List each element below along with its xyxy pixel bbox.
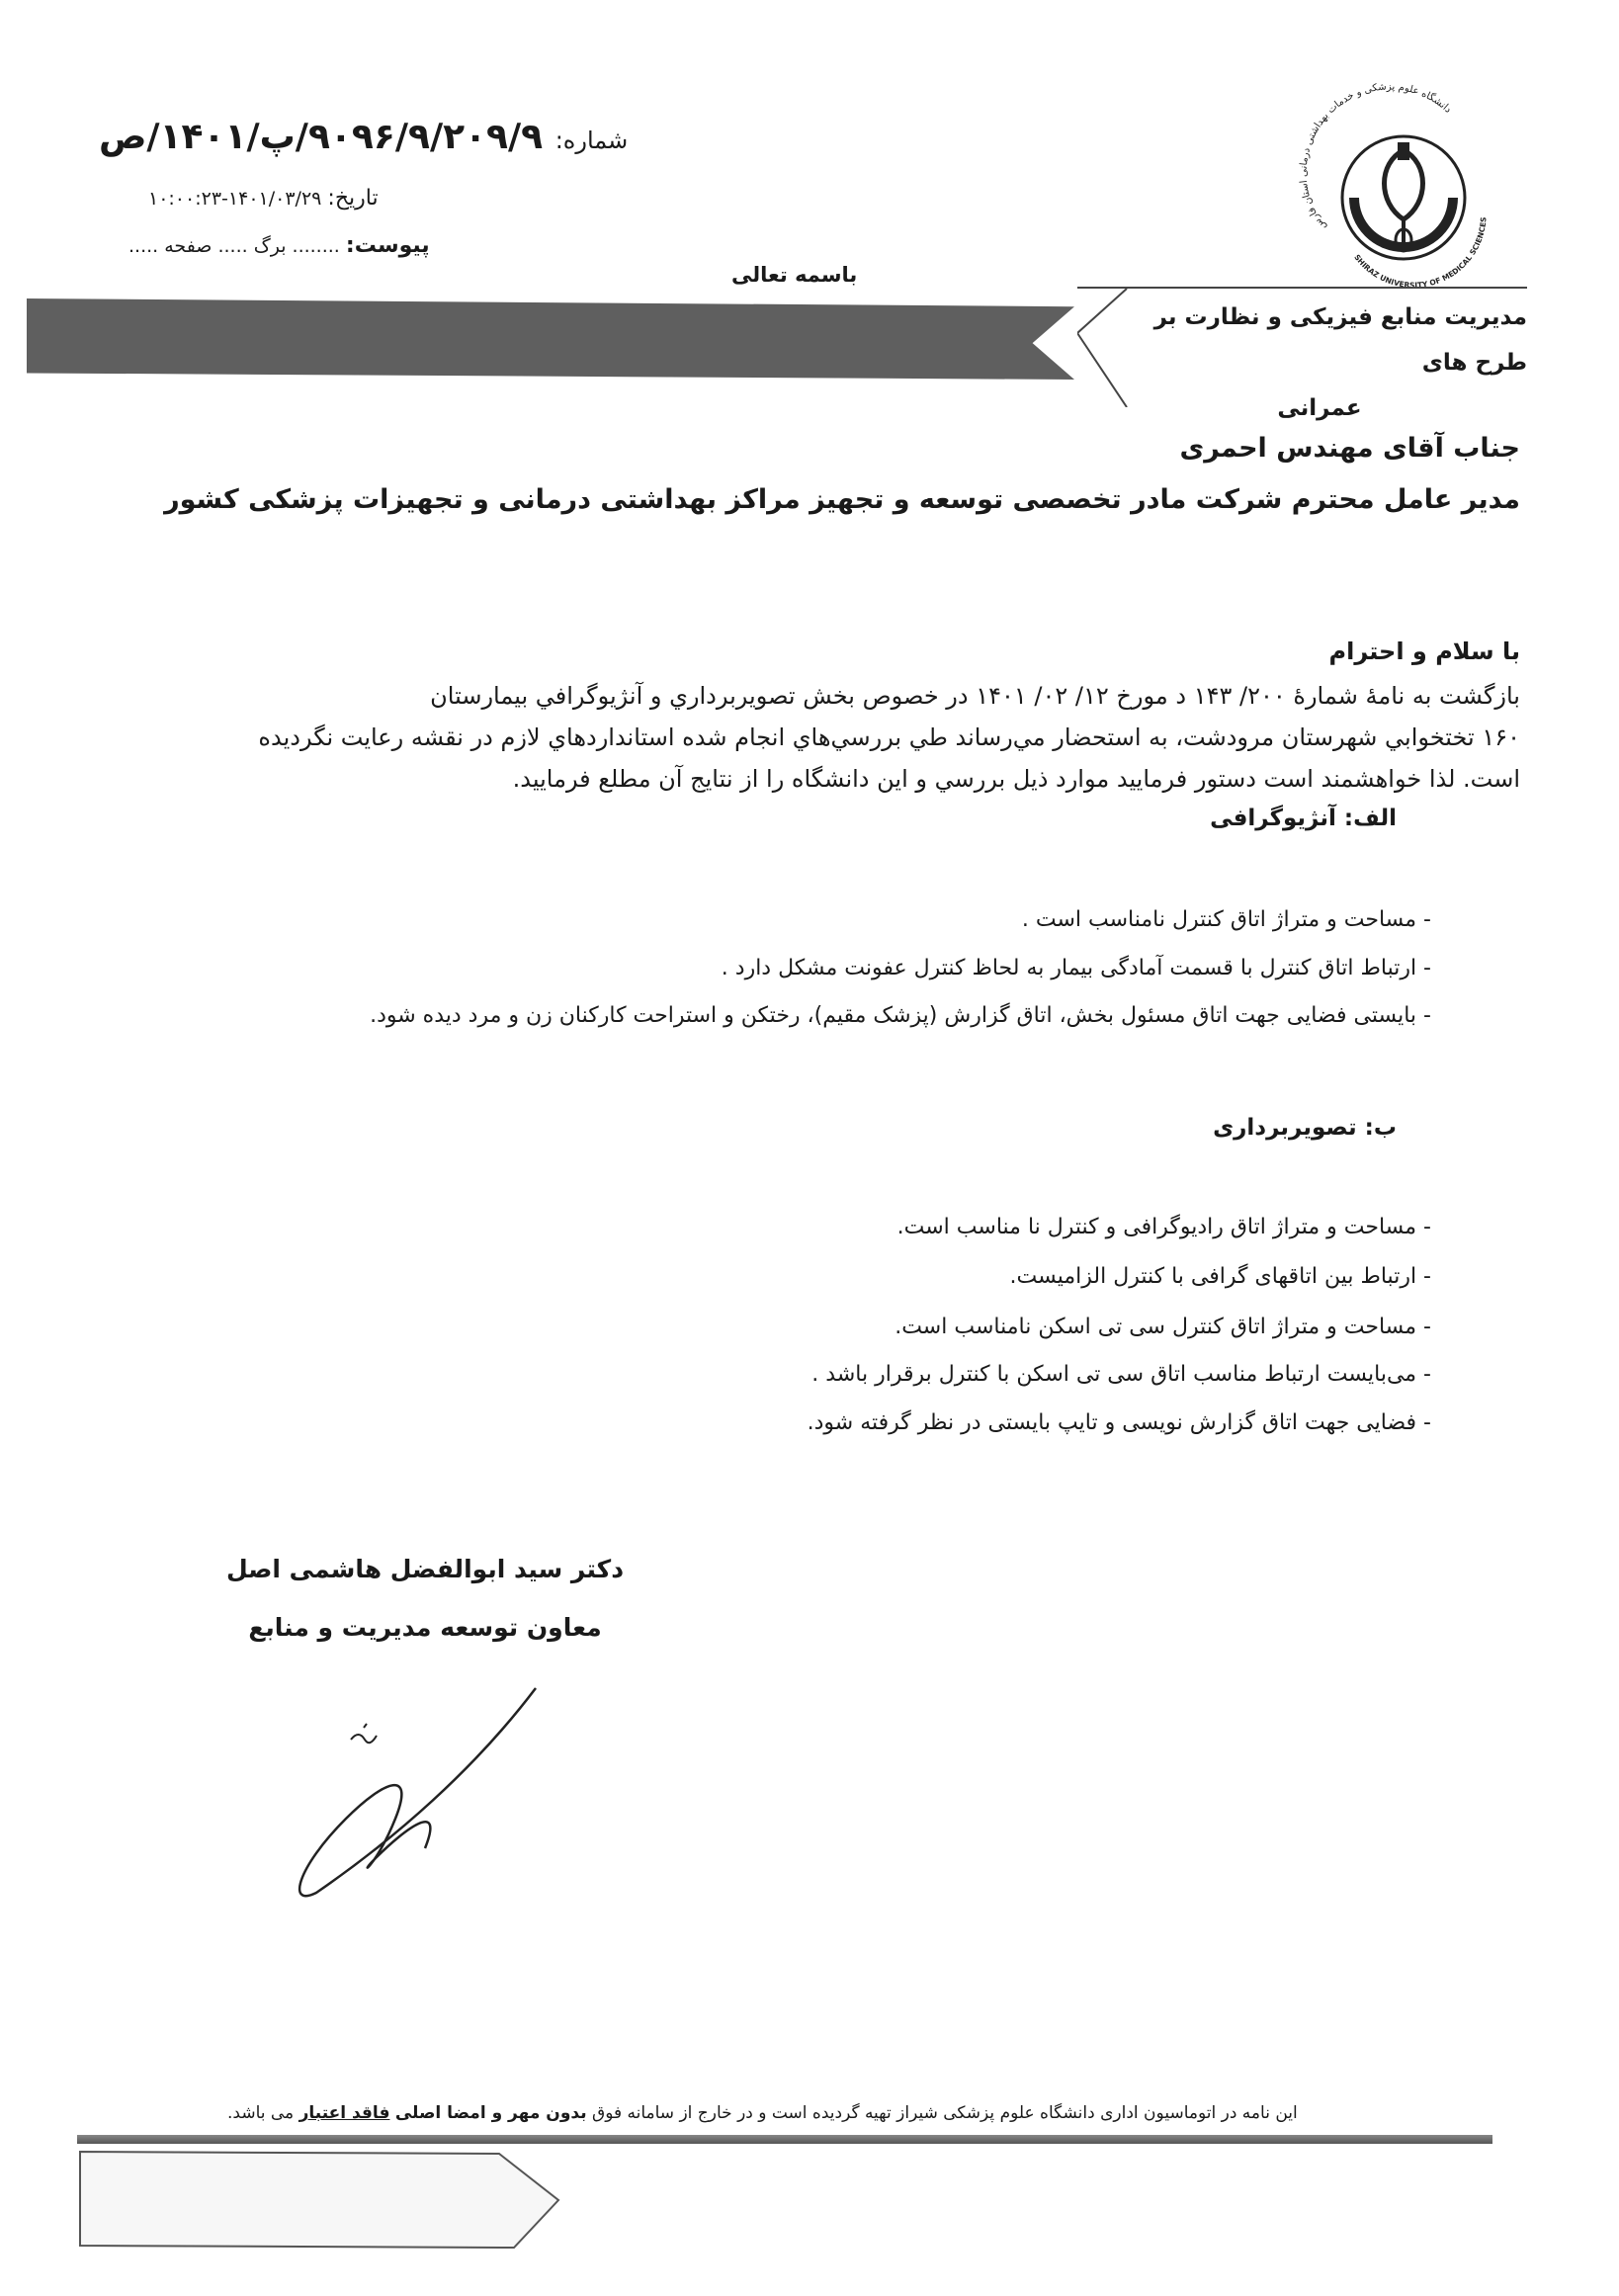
attachment-value: ........ برگ ..... صفحه .....	[128, 235, 340, 257]
list-item: - می‌بایست ارتباط مناسب اتاق سی تی اسکن با کنترل برقرار باشد .	[811, 1362, 1431, 1387]
signer-name: دکتر سید ابوالفضل هاشمی اصل	[225, 1555, 625, 1583]
number-label: شماره:	[554, 127, 629, 154]
date-label: تاریخ:	[327, 186, 379, 211]
list-item: - مساحت و متراژ اتاق کنترل سی تی اسکن نامناسب است.	[895, 1315, 1431, 1339]
footer-note	[227, 2103, 1298, 2123]
header-bar	[27, 298, 1074, 380]
list-item: - بایستی فضایی جهت اتاق مسئول بخش، اتاق گزارش (پزشک مقیم)، رختکن و استراحت کارکنان زن و مرد دیده شود.	[370, 1003, 1431, 1028]
greeting: با سلام و احترام	[1328, 638, 1520, 665]
letter-attachment	[128, 233, 430, 258]
seal-text-persian-path: دانشگاه علوم پزشکی و خدمات بهداشتی درمانی استان فارس	[1298, 81, 1454, 232]
attachment-label: پیوست:	[345, 233, 430, 258]
paragraph-line: ۱۶۰ تختخوابي شهرستان مرودشت، به استحضار مي‌رساند طي بررسي‌هاي انجام شده استانداردهاي لازم در نقشه رعایت نگردیده	[258, 723, 1520, 751]
letter-date	[148, 186, 379, 211]
footer-note-underlined: فاقد اعتبار	[298, 2103, 390, 2123]
footer-box	[79, 2151, 563, 2250]
basmeh-heading: باسمه تعالی	[731, 263, 858, 287]
department-line1: مدیریت منابع فیزیکی و نظارت بر طرح های	[1153, 304, 1527, 376]
seal-text-english	[1352, 216, 1488, 290]
footer-note-bold: بدون مهر و امضا اصلی	[394, 2103, 587, 2123]
department-line2: عمرانی	[1277, 395, 1362, 421]
department-box	[1077, 287, 1527, 421]
list-item: - ارتباط اتاق کنترل با قسمت آمادگی بیمار به لحاظ کنترل عفونت مشکل دارد .	[721, 956, 1431, 980]
list-item: - مساحت و متراژ اتاق رادیوگرافی و کنترل نا مناسب است.	[896, 1215, 1431, 1239]
department-title	[1112, 295, 1527, 431]
list-item: - فضایی جهت اتاق گزارش نویسی و تایپ بایستی در نظر گرفته شود.	[807, 1410, 1431, 1435]
handwritten-signature	[277, 1680, 563, 1912]
footer-note-text: این نامه در اتوماسیون اداری دانشگاه علوم پزشکی شیراز تهیه گردیده است و در خارج از سامانه فوق	[586, 2103, 1298, 2123]
number-value: ۹۰۹۶/۹/۲۰۹/۹/پ/۱۴۰۱/ص	[99, 117, 544, 157]
addressee-name: جناب آقای مهندس احمری	[1179, 433, 1520, 464]
university-seal-logo	[1298, 79, 1502, 291]
section-a-title: الف: آنژیوگرافی	[1210, 806, 1397, 831]
section-b-title: ب: تصویربرداری	[1213, 1115, 1397, 1141]
paragraph-line: بازگشت به نامهٔ شمارهٔ ۲۰۰/ ۱۴۳ د مورخ ۱۲/ ۰۲/ ۱۴۰۱ در خصوص بخش تصویربرداري و آنژیوگرافي بیمارستان	[430, 682, 1520, 710]
list-item: - مساحت و متراژ اتاق کنترل نامناسب است .	[1021, 907, 1431, 932]
footer-note-end: می باشد.	[227, 2103, 299, 2123]
paragraph-line: است. لذا خواهشمند است دستور فرمایید موارد ذیل بررسي و این دانشگاه را از نتایج آن مطلع فرمایید.	[512, 765, 1520, 793]
addressee-title: مدیر عامل محترم شرکت مادر تخصصی توسعه و تجهیز مراکز بهداشتی درمانی و تجهیزات پزشکی کشور	[164, 484, 1520, 515]
footer-rule	[77, 2135, 1492, 2144]
signer-title: معاون توسعه مدیریت و منابع	[248, 1613, 602, 1642]
seal-text-english-path: SHIRAZ UNIVERSITY OF MEDICAL SCIENCES	[1352, 216, 1489, 291]
list-item: - ارتباط بین اتاقهای گرافی با کنترل الزامیست.	[1009, 1264, 1431, 1289]
letter-number	[99, 117, 628, 157]
date-value: ۱۴۰۱/۰۳/۲۹-۱۰:۰۰:۲۳	[148, 188, 322, 210]
seal-text-persian	[1299, 82, 1454, 232]
